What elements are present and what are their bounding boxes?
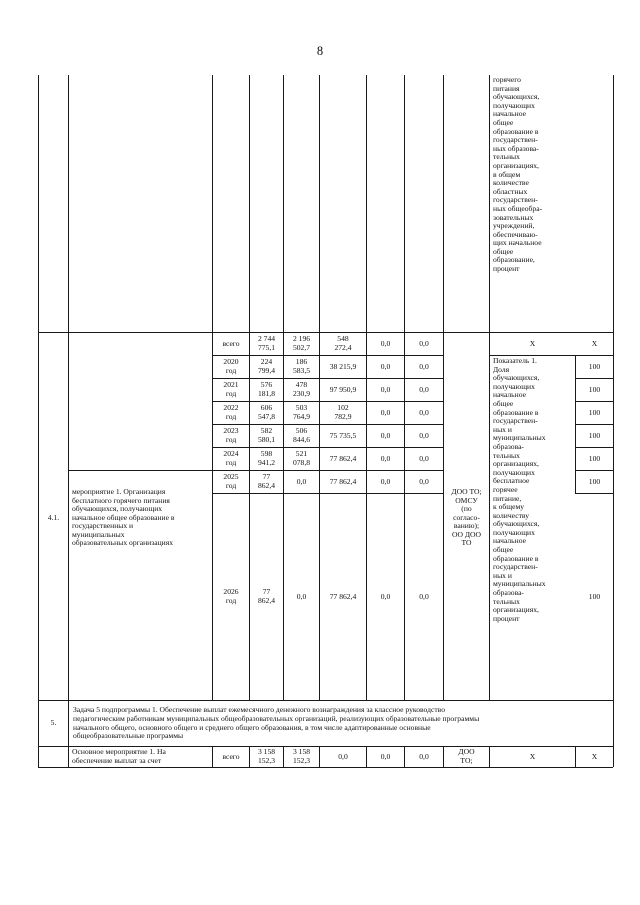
total-cell: 576 181,8 xyxy=(257,380,276,398)
other-cell: 0,0 xyxy=(419,430,429,440)
period-cell: 2024 год xyxy=(223,449,239,467)
measure-name: мероприятие 1. Организация бесплатного горячего питания обучающихся, получающих начальное общее образование в государственных и муниципальных образовательных организациях xyxy=(72,486,175,548)
federal-cell: 186 583,5 xyxy=(292,357,311,375)
federal-cell: 503 764,9 xyxy=(292,403,311,421)
value-cell: 100 xyxy=(588,361,601,371)
row-number: 4.1. xyxy=(47,512,60,522)
executor-cell: ДОО ТО; ОМСУ (по согласо- ванию); ОО ДОО ТО xyxy=(451,486,482,548)
regional-cell: 102 782,9 xyxy=(334,403,352,421)
regional-cell: 77 862,4 xyxy=(329,591,357,601)
total-cell: 77 862,4 xyxy=(257,472,276,490)
regional-cell: 97 950,9 xyxy=(329,384,357,394)
local-cell: 0,0 xyxy=(380,361,391,371)
local-cell: 0,0 xyxy=(380,430,391,440)
period-cell: 2026 год xyxy=(223,587,239,605)
local-cell: 0,0 xyxy=(380,453,391,463)
value-cell: Х xyxy=(591,338,598,348)
total-cell: 606 547,8 xyxy=(257,403,276,421)
task-description: Задача 5 подпрограммы 1. Обеспечение выплат ежемесячного денежного вознаграждения за классное руководство педагогическим работникам муниципальных общеобразовательных организаций, реализующих образовательные программы начального общего, основного общего и среднего общего образования, в том числе адаптированные основные общеобразовательные программы xyxy=(73,705,480,741)
federal-cell: 478 230,9 xyxy=(292,380,311,398)
federal-cell: 0,0 xyxy=(296,591,307,601)
local-cell: 0,0 xyxy=(380,407,391,417)
total-cell: 2 744 775,1 xyxy=(257,334,276,352)
local-cell: 0,0 xyxy=(380,384,391,394)
value-cell: 100 xyxy=(588,384,601,394)
regional-cell: 77 862,4 xyxy=(329,476,357,486)
regional-cell: 0,0 xyxy=(338,751,348,761)
period-cell: 2022 год xyxy=(223,403,239,421)
regional-cell: 548 272,4 xyxy=(334,334,352,352)
local-cell: 0,0 xyxy=(380,338,391,348)
other-cell: 0,0 xyxy=(419,751,429,761)
indicator-cell-continued: горячего питания обучающихся, получающих начальное общее образование в государствен- ных образова- тельных организациях, в общем количестве областных государствен- ных общеобра- зовательных учреждений, обеспечиваю- щих начальное общее образование, процент xyxy=(493,76,543,274)
period-cell: 2021 год xyxy=(223,380,239,398)
regional-cell: 75 735,5 xyxy=(329,430,357,440)
indicator-cell: Показатель 1. Доля обучающихся, получающих начальное общее образование в государствен- ных и муниципальных образова- тельных организациях, получающих бесплатное горячее питание, к общему количеству обучающихся, получающих начальное общее образование в государствен- ных и муниципальных образова- тельных организациях, процент xyxy=(493,357,546,623)
value-cell: 100 xyxy=(588,453,601,463)
other-cell: 0,0 xyxy=(419,453,429,463)
federal-cell: 521 078,8 xyxy=(292,449,311,467)
total-cell: 582 580,1 xyxy=(257,426,276,444)
total-cell: 77 862,4 xyxy=(257,587,276,605)
row-number: 5. xyxy=(50,718,57,728)
local-cell: 0,0 xyxy=(380,476,391,486)
other-cell: 0,0 xyxy=(419,407,429,417)
other-cell: 0,0 xyxy=(419,591,429,601)
value-cell: 100 xyxy=(588,430,601,440)
indicator-placeholder: Х xyxy=(529,338,536,348)
period-cell: 2025 год xyxy=(223,472,239,490)
period-cell: 2023 год xyxy=(223,426,239,444)
federal-cell: 2 196 502,7 xyxy=(292,334,311,352)
local-cell: 0,0 xyxy=(380,591,391,601)
other-cell: 0,0 xyxy=(419,476,429,486)
total-cell: 224 799,4 xyxy=(257,357,276,375)
other-cell: 0,0 xyxy=(419,361,429,371)
value-cell: 100 xyxy=(588,591,601,601)
federal-cell: 0,0 xyxy=(296,476,307,486)
regional-cell: 38 215,9 xyxy=(329,361,357,371)
total-cell: 3 158 152,3 xyxy=(257,747,276,765)
value-cell: 100 xyxy=(588,407,601,417)
value-cell: Х xyxy=(591,751,598,761)
period-cell: 2020 год xyxy=(223,357,239,375)
period-cell: всего xyxy=(222,751,240,761)
value-cell: 100 xyxy=(588,476,601,486)
regional-cell: 77 862,4 xyxy=(329,453,357,463)
federal-cell: 506 844,6 xyxy=(292,426,311,444)
period-cell: всего xyxy=(222,338,240,348)
other-cell: 0,0 xyxy=(419,338,429,348)
executor-cell: ДОО ТО; xyxy=(458,747,475,765)
other-cell: 0,0 xyxy=(419,384,429,394)
indicator-cell: Х xyxy=(529,751,536,761)
measure-name: Основное мероприятие 1. На обеспечение выплат за счет xyxy=(72,747,166,765)
federal-cell: 3 158 152,3 xyxy=(292,747,311,765)
total-cell: 598 941,2 xyxy=(257,449,276,467)
page-number: 8 xyxy=(316,44,324,58)
local-cell: 0,0 xyxy=(380,751,391,761)
